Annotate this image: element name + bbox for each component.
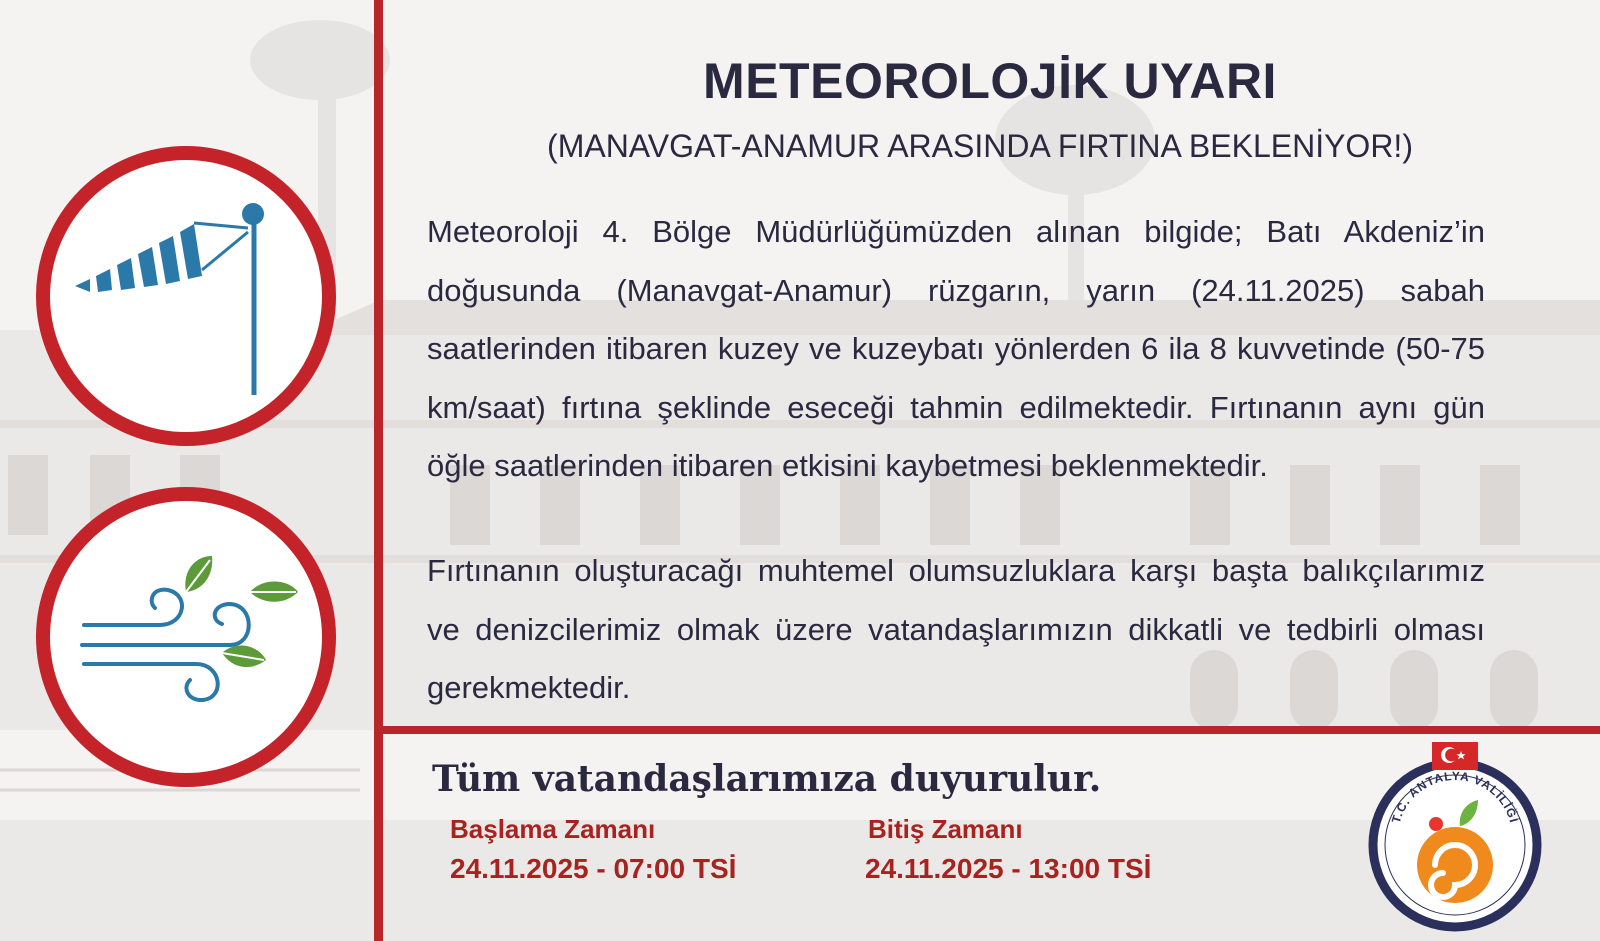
start-time-value: 24.11.2025 - 07:00 TSİ [450,853,737,884]
page-title: METEOROLOJİK UYARI [703,53,1277,109]
body-paragraph-1: Meteoroloji 4. Bölge Müdürlüğümüzden alınan bilgide; Batı Akdeniz’in doğusunda (Manavgat-Anamur) rüzgarın, yarın (24.11.2025) sabah saatlerinden itibaren kuzey ve kuzeybatı yönlerden 6 ila 8 kuvvetinde (50-75 km/saat) fırtına şeklinde eseceği tahmin edilmektedir. Fırtınanın aynı gün öğle saatlerinden itibaren etkisini kaybetmesi beklenmektedir. [427,214,1485,483]
windsock-badge [36,146,336,446]
wind-leaves-icon [50,501,322,773]
start-time-label: Başlama Zamanı [450,814,656,844]
horizontal-red-divider [383,726,1600,734]
vertical-red-divider [374,0,383,941]
windsock-icon [50,160,322,432]
antalya-valiligi-logo [1360,742,1550,932]
end-time-value: 24.11.2025 - 13:00 TSİ [865,853,1152,884]
turkish-flag-icon [1432,742,1478,770]
page-subtitle: (MANAVGAT-ANAMUR ARASINDA FIRTINA BEKLENİYOR!) [547,128,1413,164]
wind-leaves-badge [36,487,336,787]
announcement-text: Tüm vatandaşlarımıza duyurulur. [432,758,1102,800]
svg-text:T.C. ANTALYA VALİLİĞİ: T.C. ANTALYA VALİLİĞİ [1388,768,1522,825]
body-paragraph-2: Fırtınanın oluşturacağı muhtemel olumsuzluklara karşı başta balıkçılarımız ve denizcilerimiz olmak üzere vatandaşlarımızın dikkatli ve tedbirli olması gerekmektedir. [427,553,1485,705]
leaf-icon [185,556,298,667]
end-time-label: Bitiş Zamanı [868,814,1023,844]
